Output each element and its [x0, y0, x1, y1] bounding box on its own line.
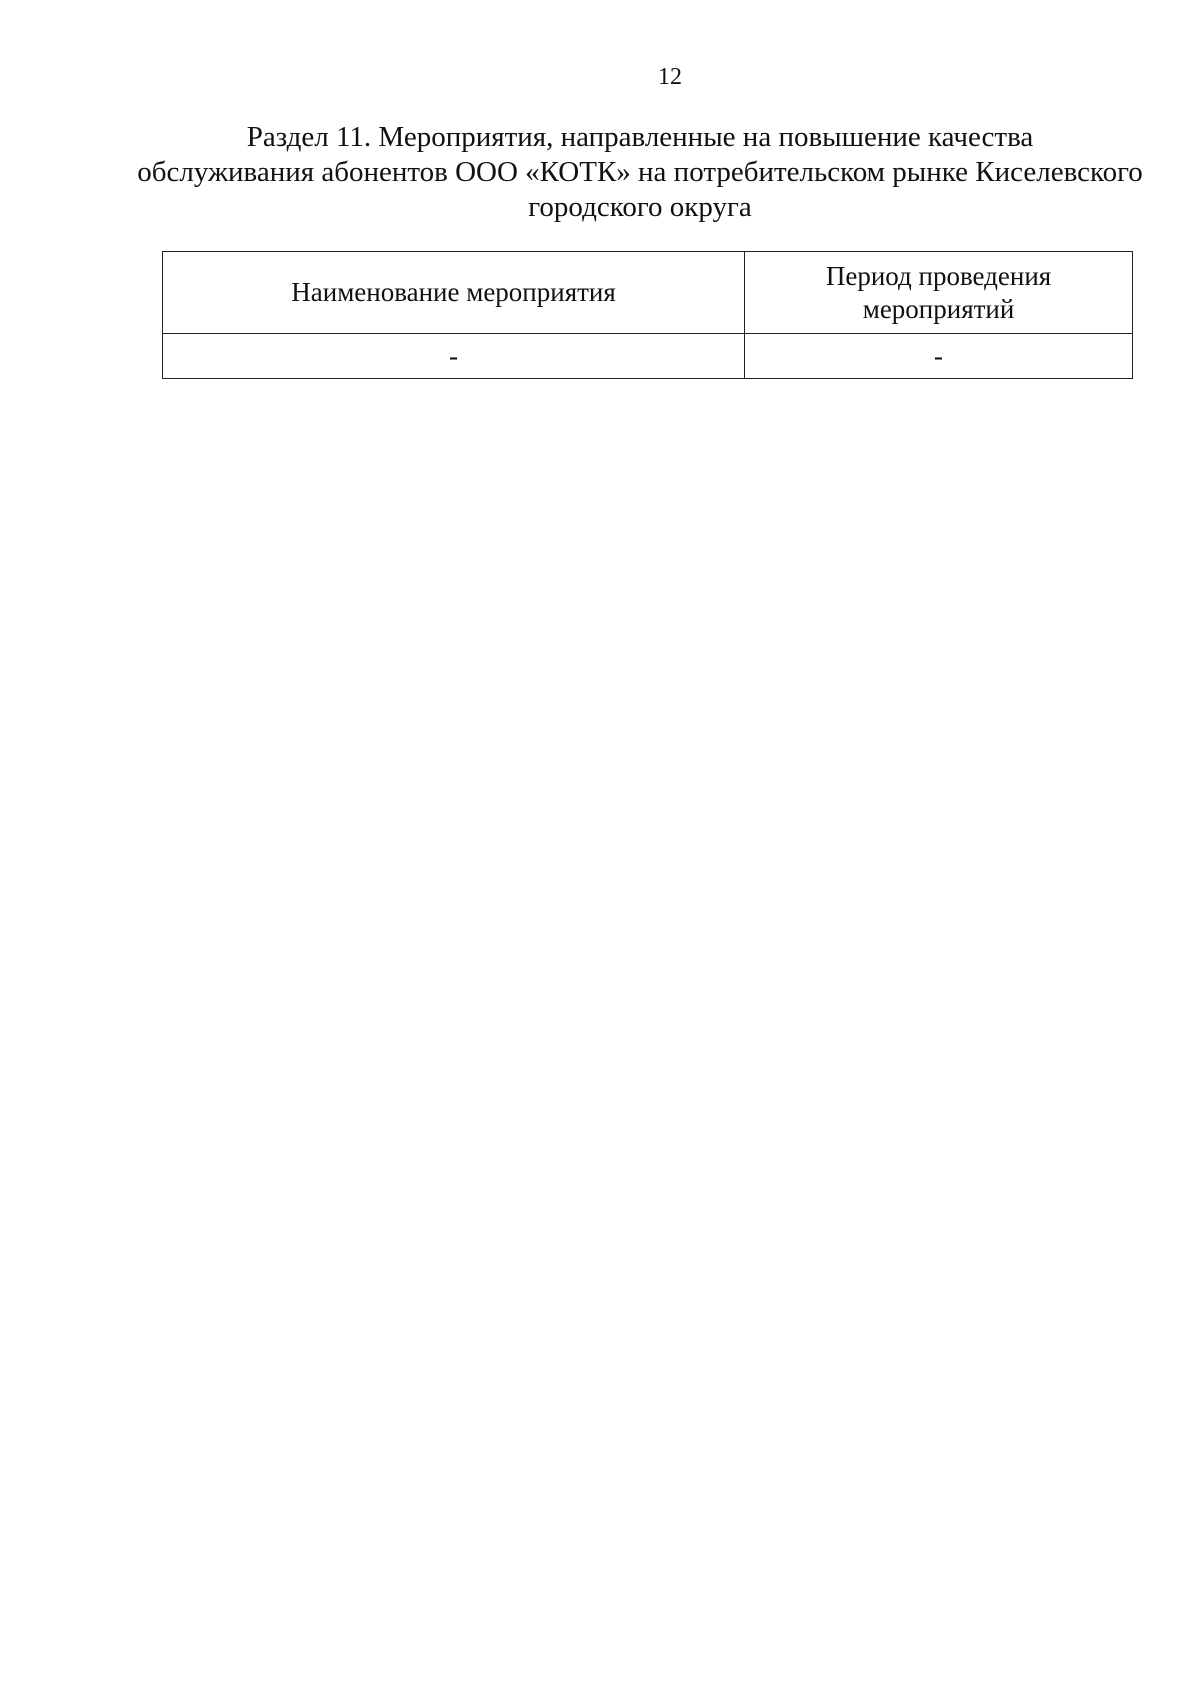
section-title: [130, 120, 1150, 225]
events-table: [162, 251, 1133, 379]
section-title-line: Раздел 11. Мероприятия, направленные на повышение качества: [246, 121, 1034, 153]
cell-event-period: -: [745, 334, 1133, 379]
header-event-name: [163, 252, 745, 334]
table-header-row: [163, 252, 1133, 334]
header-event-period-label: Период проведения: [825, 260, 1052, 291]
page-number: 12: [658, 64, 682, 90]
header-event-period-label: мероприятий: [862, 293, 1015, 324]
cell-event-name: -: [163, 334, 745, 379]
table-row: [163, 334, 1133, 379]
header-event-period: [745, 252, 1133, 334]
header-event-name-label: Наименование мероприятия: [291, 277, 616, 307]
section-title-line: обслуживания абонентов ООО «КОТК» на потребительском рынке Киселевского: [137, 156, 1143, 188]
section-title-line: городского округа: [528, 191, 752, 223]
